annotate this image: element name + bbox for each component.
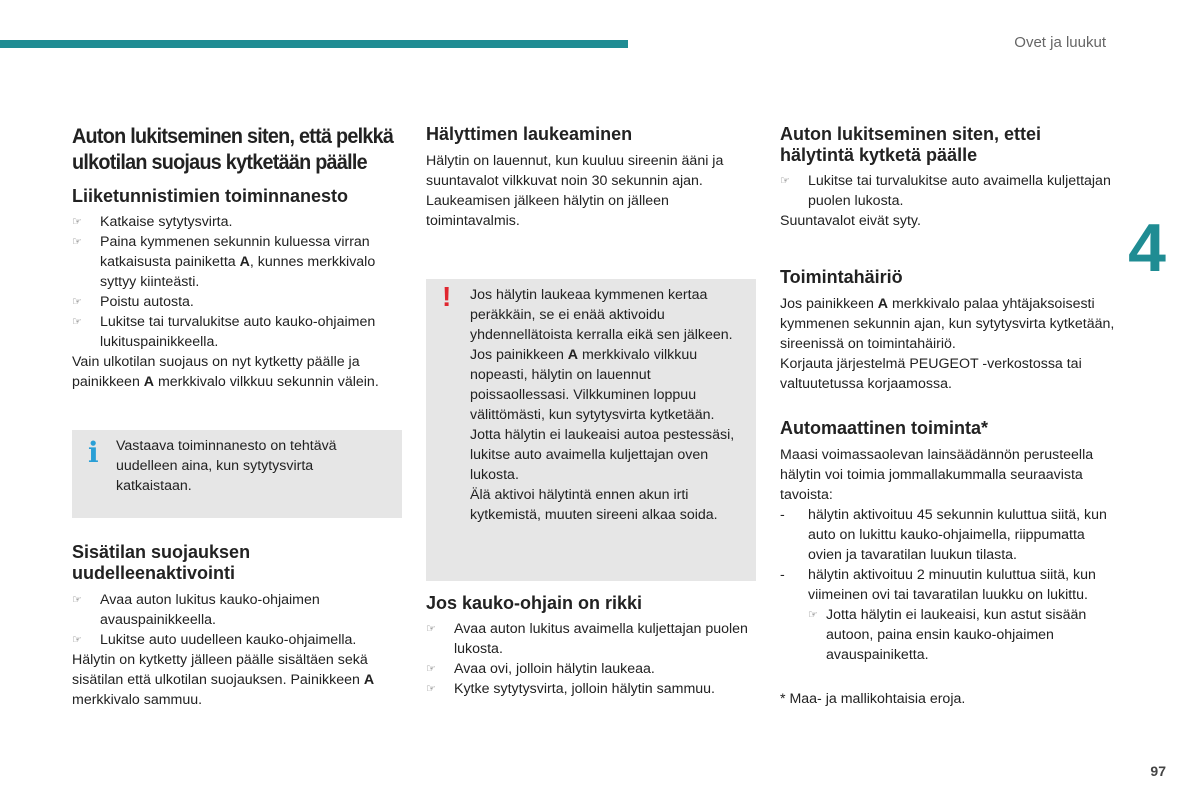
- page-number: 97: [1150, 763, 1166, 779]
- section-label: Ovet ja luukut: [1014, 34, 1106, 51]
- list-item: - hälytin aktivoituu 45 sekunnin kuluttua siitä, kun auto on lukittu kauko-ohjaimella, riippumatta ovien ja tavaratilan luukun tilasta.: [780, 505, 1120, 565]
- auto-list: [780, 505, 1120, 665]
- info-text: Vastaava toiminnanesto on tehtävä uudelleen aina, kun sytytysvirta katkaistaan.: [116, 438, 337, 495]
- list-item: ☞ Lukitse auto uudelleen kauko-ohjaimella.: [72, 630, 402, 650]
- heading-remote-broken: Jos kauko-ohjain on rikki: [426, 592, 643, 613]
- trigger-text: Hälytin on lauennut, kun kuuluu sireenin ääni ja suuntavalot vilkkuvat noin 30 sekunnin ajan. Laukeamisen jälkeen hälytin on jälleen toimintavalmis.: [426, 152, 724, 229]
- list-item: ☞ Kytke sytytysvirta, jolloin hälytin sammuu.: [426, 679, 756, 699]
- warning-text-2: Jos painikkeen A merkkivalo vilkkuu nopeasti, hälytin on lauennut poissaollessasi. Vilkkuminen loppuu välittömästi, kun sytytysvirta kytketään.: [470, 346, 715, 423]
- list-item: ☞ Poistu autosta.: [72, 292, 402, 312]
- heading-automatic: Automaattinen toiminta*: [780, 418, 989, 439]
- noarm-steps-list: [780, 171, 1120, 211]
- info-box: [72, 430, 402, 518]
- broken-steps-list: [426, 619, 756, 699]
- heading-malfunction: Toimintahäiriö: [780, 267, 903, 288]
- auto-text: Maasi voimassaolevan lainsäädännön perusteella hälytin voi toimia jommallakummalla seuraavista tavoista:: [780, 446, 1094, 503]
- list-item: - hälytin aktivoituu 2 minuutin kuluttua siitä, kun viimeinen ovi tai tavaratilan luukku on lukittu.: [780, 565, 1120, 605]
- warning-text-1: Jos hälytin laukeaa kymmenen kertaa peräkkäin, se ei enää aktivoidu yhdennellätoista kerralla eikä sen jälkeen.: [470, 286, 733, 343]
- warning-text-3: Jotta hälytin ei laukeaisi autoa pestessäsi, lukitse auto avaimella kuljettajan oven lukosta.: [470, 426, 735, 483]
- column-1: [72, 124, 402, 710]
- heading-reactivate: Sisätilan suojauksen uudelleenaktivointi: [72, 542, 251, 583]
- list-item: ☞ Avaa ovi, jolloin hälytin laukeaa.: [426, 659, 756, 679]
- reactivate-note: Hälytin on kytketty jälleen päälle sisältäen sekä sisätilan että ulkotilan suojauksen. Painikkeen A merkkivalo sammuu.: [72, 651, 375, 708]
- fault-text-2: Korjauta järjestelmä PEUGEOT -verkostossa tai valtuutetussa korjaamossa.: [780, 356, 1082, 393]
- column-2: [426, 124, 756, 699]
- motion-steps-list: [72, 212, 402, 352]
- fault-text: Jos painikkeen A merkkivalo palaa yhtäjaksoisesti kymmenen sekunnin ajan, kun sytytysvirta kytketään, sireenissä on toimintahäiriö.: [780, 296, 1115, 353]
- title-exterior-only: Auton lukitseminen siten, että pelkkä ulkotilan suojaus kytketään päälle: [72, 124, 394, 174]
- list-item: ☞ Lukitse tai turvalukitse auto avaimella kuljettajan puolen lukosta.: [780, 171, 1120, 211]
- noarm-note: Suuntavalot eivät syty.: [780, 213, 921, 230]
- footnote: * Maa- ja mallikohtaisia eroja.: [780, 690, 966, 707]
- heading-motion-sensors: Liiketunnistimien toiminnanesto: [72, 185, 349, 206]
- chapter-number: 4: [1128, 210, 1166, 286]
- column-3: [780, 124, 1120, 709]
- list-item: ☞ Avaa auton lukitus avaimella kuljettajan puolen lukosta.: [426, 619, 756, 659]
- warning-text-4: Älä aktivoi hälytintä ennen akun irti kytkemistä, muuten sireeni alkaa soida.: [470, 486, 718, 523]
- heading-alarm-trigger: Hälyttimen laukeaminen: [426, 124, 633, 144]
- list-item: ☞ Paina kymmenen sekunnin kuluessa virran katkaisusta painiketta A, kunnes merkkivalo syttyy kiinteästi.: [72, 232, 402, 292]
- list-item: ☞ Katkaise sytytysvirta.: [72, 212, 402, 232]
- motion-note: Vain ulkotilan suojaus on nyt kytketty päälle ja painikkeen A merkkivalo vilkkuu sekunnin välein.: [72, 354, 379, 391]
- warning-icon: !: [442, 280, 452, 312]
- list-item-note: ☞ Jotta hälytin ei laukeaisi, kun astut sisään autoon, paina ensin kauko-ohjaimen avauspainiketta.: [780, 605, 1120, 665]
- heading-lock-no-alarm: Auton lukitseminen siten, ettei hälytintä kytketä päälle: [780, 124, 1042, 165]
- list-item: ☞ Avaa auton lukitus kauko-ohjaimen avauspainikkeella.: [72, 590, 402, 630]
- header-accent-bar: [0, 40, 628, 48]
- reactivate-steps-list: [72, 590, 402, 650]
- warning-box: [426, 279, 756, 581]
- info-icon: i: [88, 436, 99, 470]
- list-item: ☞ Lukitse tai turvalukitse auto kauko-ohjaimen lukituspainikkeella.: [72, 312, 402, 352]
